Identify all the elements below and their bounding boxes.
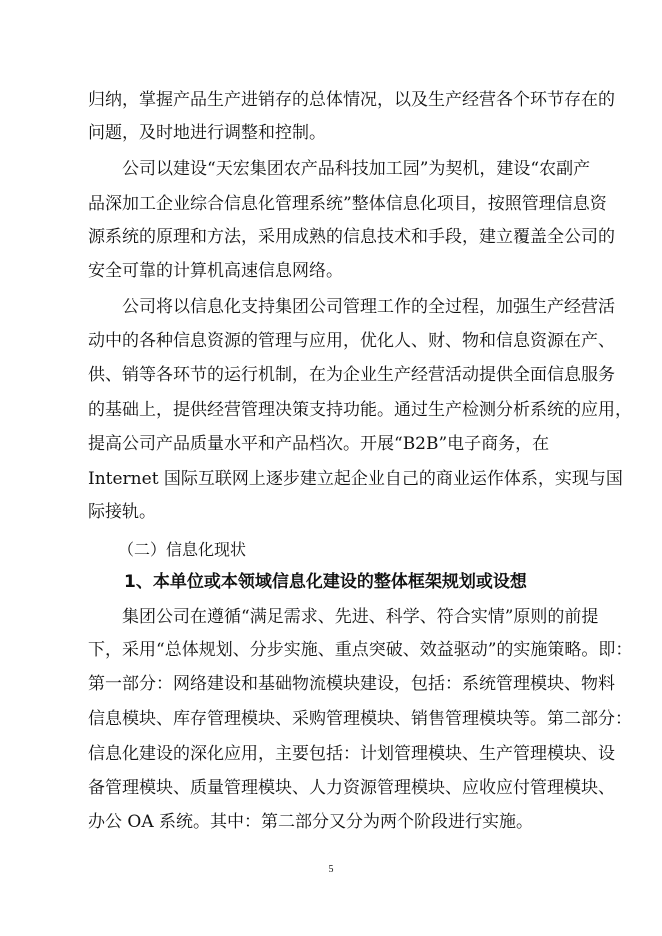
- paragraph-3-line-4: 的基础上，提供经营管理决策支持功能。通过生产检测分析系统的应用，: [88, 400, 632, 420]
- paragraph-4-line-4: 信息模块、库存管理模块、采购管理模块、销售管理模块等。第二部分：: [88, 709, 632, 729]
- paragraph-2-line-2: 品深加工企业综合信息化管理系统”整体信息化项目，按照管理信息资: [88, 194, 607, 214]
- paragraph-3-line-7: 际接轨。: [88, 502, 156, 522]
- paragraph-2-line-1: 公司以建设“天宏集团农产品科技加工园”为契机，建设“农副产: [122, 159, 591, 179]
- paragraph-4-line-5: 信息化建设的深化应用，主要包括：计划管理模块、生产管理模块、设: [88, 744, 615, 764]
- page-number: 5: [328, 864, 334, 875]
- paragraph-3-line-2: 动中的各种信息资源的管理与应用，优化人、财、物和信息资源在产、: [88, 331, 615, 351]
- paragraph-3-line-5: 提高公司产品质量水平和产品档次。开展“B2B”电子商务，在: [88, 434, 550, 454]
- paragraph-2-line-4: 安全可靠的计算机高速信息网络。: [88, 261, 343, 281]
- paragraph-1-line-2: 问题，及时地进行调整和控制。: [88, 123, 326, 143]
- paragraph-4-line-3: 第一部分：网络建设和基础物流模块建设，包括：系统管理模块、物料: [88, 674, 615, 694]
- subsection-heading: 1、本单位或本领域信息化建设的整体框架规划或设想: [124, 572, 527, 592]
- section-heading: （二）信息化现状: [118, 540, 247, 559]
- paragraph-2-line-3: 源系统的原理和方法，采用成熟的信息技术和手段，建立覆盖全公司的: [88, 227, 615, 247]
- paragraph-1-line-1: 归纳，掌握产品生产进销存的总体情况，以及生产经营各个环节存在的: [88, 90, 615, 110]
- paragraph-4-line-1: 集团公司在遵循“满足需求、先进、科学、符合实情”原则的前提: [122, 607, 599, 627]
- paragraph-3-line-6: Internet 国际互联网上逐步建立起企业自己的商业运作体系，实现与国: [88, 469, 623, 489]
- paragraph-3-line-3: 供、销等各环节的运行机制，在为企业生产经营活动提供全面信息服务: [88, 365, 615, 385]
- paragraph-4-line-7: 办公 OA 系统。其中：第二部分又分为两个阶段进行实施。: [88, 812, 534, 832]
- paragraph-4-line-6: 备管理模块、质量管理模块、人力资源管理模块、应收应付管理模块、: [88, 778, 615, 798]
- paragraph-4-line-2: 下，采用“总体规划、分步实施、重点突破、效益驱动”的实施策略。即：: [88, 640, 633, 660]
- paragraph-3-line-1: 公司将以信息化支持集团公司管理工作的全过程，加强生产经营活: [122, 297, 615, 317]
